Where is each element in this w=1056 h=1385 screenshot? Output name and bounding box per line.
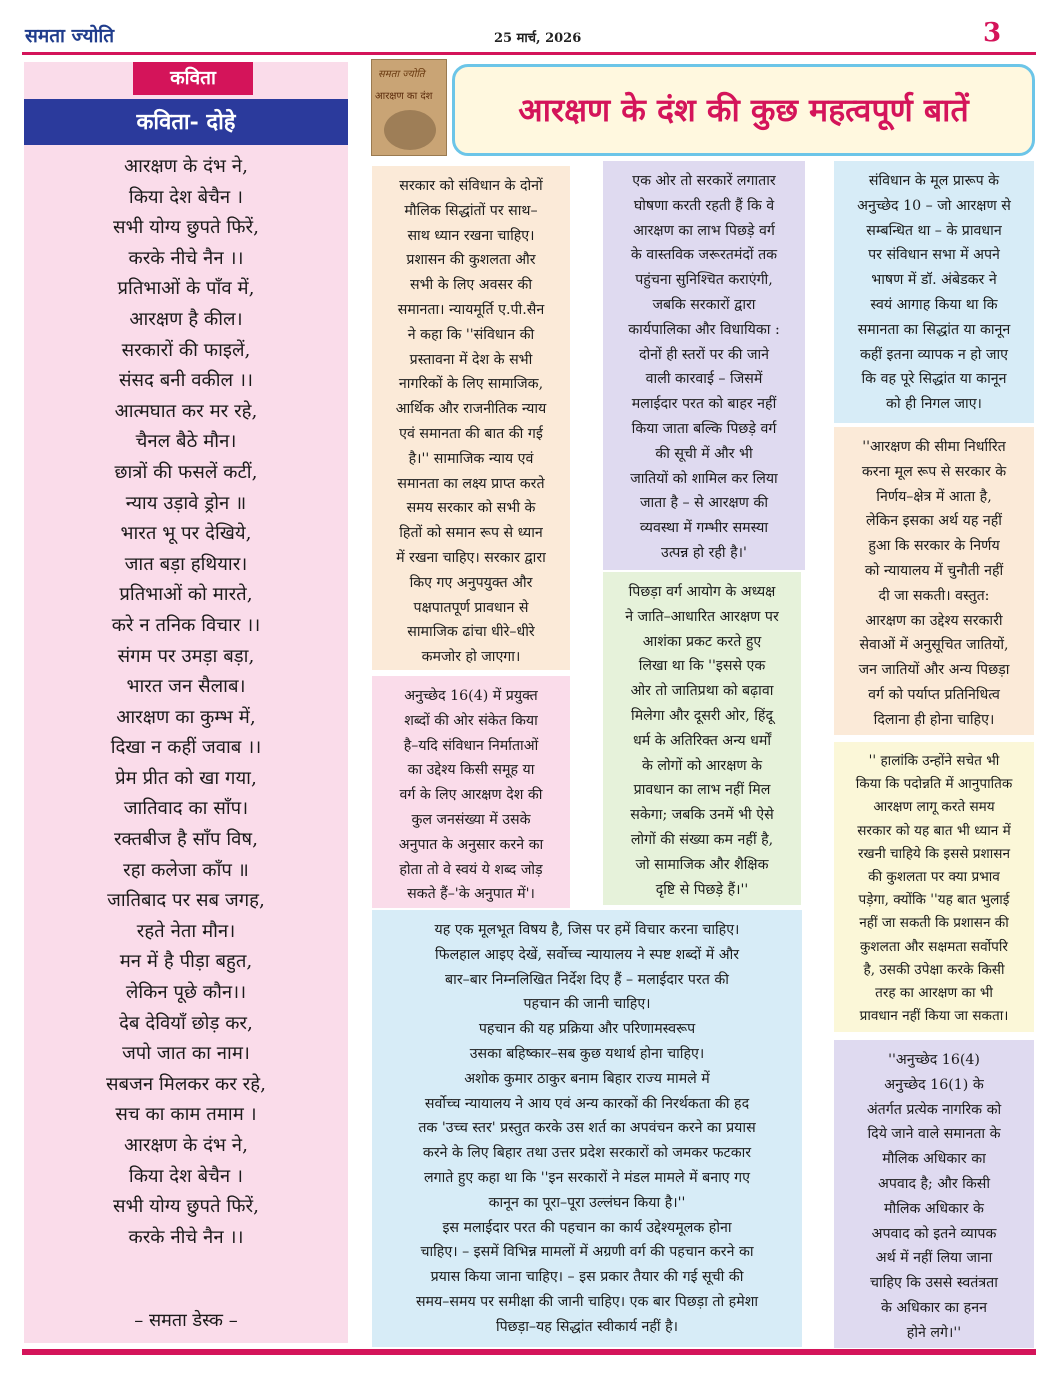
text-line: आरक्षण का उद्देश्य सरकारी bbox=[865, 612, 1003, 629]
text-line: आरक्षण के दंभ ने, bbox=[124, 156, 248, 177]
thumbnail-caption-1: समता ज्योति bbox=[378, 69, 425, 80]
text-line: जात बड़ा हथियार। bbox=[124, 553, 248, 575]
header-divider bbox=[22, 52, 1036, 55]
text-line: आरक्षण है कील। bbox=[129, 308, 243, 330]
text-line: ''अनुच्छेद 16(4) bbox=[888, 1052, 980, 1068]
text-line: अपवाद है; और किसी bbox=[878, 1175, 990, 1192]
text-line: को न्यायालय में चुनौती नहीं bbox=[864, 562, 1004, 579]
text-line: है।'' सामाजिक न्याय एवं bbox=[408, 450, 534, 467]
text-line: मलाईदार परत को बाहर नहीं bbox=[631, 396, 777, 413]
text-line: पहुंचना सुनिश्चित कराएंगी, bbox=[635, 272, 773, 289]
text-line: प्रावधान का लाभ नहीं मिल bbox=[633, 782, 771, 799]
text-line: कि वह पूरे सिद्धांत या कानून bbox=[861, 371, 1007, 388]
text-line: लोगों की संख्या कम नहीं है, bbox=[630, 831, 774, 848]
text-line: नागरिकों के लिए सामाजिक, bbox=[398, 376, 544, 393]
article-box-backward-class-commission bbox=[603, 572, 801, 905]
text-line: संविधान के मूल प्रारूप के bbox=[868, 173, 1000, 189]
text-line: प्रतिभाओं को मारते, bbox=[119, 584, 253, 606]
text-line: पिछड़ा–यह सिद्धांत स्वीकार्य नहीं है। bbox=[495, 1318, 679, 1335]
text-line: सर्वोच्च न्यायालय ने आय एवं अन्य कारकों की निरर्थकता की हद bbox=[424, 1095, 750, 1112]
text-line: की सूची में और भी bbox=[655, 445, 753, 462]
text-line: सकते हैं–'के अनुपात में'। bbox=[407, 886, 535, 903]
text-line: आरक्षण लागू करते समय bbox=[873, 799, 995, 816]
poem-signature: – समता डेस्क – bbox=[134, 1310, 238, 1331]
text-line: हितों को समान रूप से ध्यान bbox=[399, 525, 543, 542]
text-line: रखनी चाहिये कि इससे प्रशासन bbox=[857, 845, 1011, 862]
text-line: सकेगा; जबकि उनमें भी ऐसे bbox=[630, 807, 774, 824]
text-line: कुल जनसंख्या में उसके bbox=[411, 811, 531, 828]
text-line: है–यदि संविधान निर्माताओं bbox=[403, 737, 539, 754]
text-line: एक ओर तो सरकारें लगातार bbox=[632, 173, 776, 189]
text-line: चाहिए कि उससे स्वतंत्रता bbox=[870, 1275, 998, 1292]
text-line: करके नीचे नैन ।। bbox=[128, 247, 244, 269]
text-line: तक 'उच्च स्तर' प्रस्तुत करके उस शर्त का अपवंचन करने का प्रयास bbox=[418, 1120, 756, 1137]
text-line: को ही निगल जाए। bbox=[886, 396, 982, 413]
text-line: नहीं जा सकती कि प्रशासन की bbox=[859, 915, 1009, 932]
text-line: रक्तबीज है साँप विष, bbox=[113, 829, 259, 851]
text-line: ने कहा कि ''संविधान की bbox=[407, 326, 535, 343]
text-line: दिये जाने वाले समानता के bbox=[867, 1126, 1001, 1143]
text-line: हुआ कि सरकार के निर्णय bbox=[868, 538, 1000, 555]
article-thumbnail-image bbox=[371, 59, 447, 156]
text-line: '' हालांकि उन्होंने सचेत भी bbox=[868, 753, 1000, 769]
text-line: बार–बार निम्नलिखित निर्देश दिए हैं – मलाईदार परत की bbox=[445, 971, 729, 988]
text-line: होने लगे।'' bbox=[906, 1324, 962, 1341]
section-tag: कविता bbox=[133, 62, 253, 95]
text-line: दृष्टि से पिछड़े हैं।'' bbox=[655, 881, 749, 898]
text-line: अंतर्गत प्रत्येक नागरिक को bbox=[866, 1101, 1002, 1118]
text-line: रहते नेता मौन। bbox=[136, 920, 236, 942]
text-line: जाता है – से आरक्षण की bbox=[639, 495, 769, 512]
text-line: कुशलता और सक्षमता सर्वोपरि bbox=[859, 938, 1008, 955]
text-line: ओर तो जातिप्रथा को बढ़ावा bbox=[630, 683, 774, 700]
text-line: शब्दों की ओर संकेत किया bbox=[404, 712, 538, 729]
text-line: पहचान की जानी चाहिए। bbox=[523, 996, 651, 1013]
text-line: समय–समय पर समीक्षा की जानी चाहिए। एक बार पिछड़ा तो हमेशा bbox=[415, 1293, 759, 1310]
text-line: की कुशलता पर क्या प्रभाव bbox=[868, 869, 1000, 886]
text-line: अर्थ में नहीं लिया जाना bbox=[875, 1250, 993, 1267]
text-line: निर्णय–क्षेत्र में आता है, bbox=[876, 488, 992, 505]
article-box-creamy-layer bbox=[372, 910, 802, 1347]
page-number: 3 bbox=[983, 18, 1002, 48]
text-line: पड़ेगा, क्योंकि ''यह बात भुलाई bbox=[858, 892, 1010, 909]
text-line: मौलिक अधिकार का bbox=[882, 1151, 986, 1168]
text-line: जातियों को शामिल कर लिया bbox=[630, 470, 778, 487]
text-line: अशोक कुमार ठाकुर बनाम बिहार राज्य मामले में bbox=[464, 1070, 710, 1087]
text-line: लेकिन पूछे कौन।। bbox=[125, 982, 247, 1004]
text-line: प्रेम प्रीत को खा गया, bbox=[115, 767, 257, 789]
text-line: आशंका प्रकट करते हुए bbox=[642, 633, 762, 650]
text-line: दिखा न कहीं जवाब ।। bbox=[110, 737, 262, 759]
text-line: उत्पन्न हो रही है।' bbox=[661, 544, 747, 561]
text-line: अनुपात के अनुसार करने का bbox=[398, 836, 544, 853]
text-line: समय सरकार को सभी के bbox=[406, 500, 536, 517]
text-line: ''आरक्षण की सीमा निर्धारित bbox=[862, 439, 1006, 455]
text-line: पिछड़ा वर्ग आयोग के अध्यक्ष bbox=[628, 584, 776, 600]
text-line: भारत भू पर देखिये, bbox=[120, 523, 252, 545]
text-line: किया देश बेचैन । bbox=[128, 1165, 244, 1187]
text-line: वाली कारवाई – जिसमें bbox=[645, 371, 763, 388]
text-line: पक्षपातपूर्ण प्रावधान से bbox=[413, 599, 529, 616]
text-line: प्रशासन की कुशलता और bbox=[406, 252, 536, 269]
text-line: कानून का पूरा–पूरा उल्लंघन किया है।'' bbox=[488, 1194, 686, 1211]
text-line: किए गए अनुपयुक्त और bbox=[409, 574, 533, 591]
text-line: किया जाता बल्कि पिछड़े वर्ग bbox=[631, 420, 777, 437]
thumbnail-figure bbox=[384, 110, 436, 150]
text-line: के लोगों को आरक्षण के bbox=[641, 757, 763, 774]
text-line: सम्बन्धित था – के प्रावधान bbox=[866, 222, 1002, 239]
text-line: व्यवस्था में गम्भीर समस्या bbox=[639, 520, 769, 537]
text-line: आत्मघात कर मर रहे, bbox=[114, 400, 258, 422]
article-box-government-promises bbox=[603, 161, 805, 570]
article-box-constitution-principles bbox=[372, 166, 570, 670]
text-line: चाहिए। – इसमें विभिन्न मामलों में अग्रणी वर्ग की पहचान करने का bbox=[420, 1244, 754, 1261]
text-line: लगाते हुए कहा था कि ''इन सरकारों ने मंडल मामले में बनाए गए bbox=[423, 1169, 750, 1186]
text-line: किया कि पदोन्नति में आनुपातिक bbox=[855, 776, 1013, 793]
text-line: सरकार को संविधान के दोनों bbox=[399, 178, 543, 194]
text-line: दी जा सकती। वस्तुत: bbox=[878, 587, 990, 604]
text-line: वर्ग के लिए आरक्षण देश की bbox=[399, 787, 543, 804]
text-line: भारत जन सैलाब। bbox=[126, 676, 246, 698]
text-line: स्वयं आगाह किया था कि bbox=[870, 296, 998, 313]
text-line: न्याय उड़ावे ड्रोन ॥ bbox=[125, 492, 247, 514]
text-line: सभी योग्य छुपते फिरें, bbox=[113, 1196, 259, 1218]
text-line: प्रावधान नहीं किया जा सकता। bbox=[859, 1008, 1009, 1025]
text-line: तरह का आरक्षण का भी bbox=[875, 985, 993, 1002]
text-line: समानता का सिद्धांत या कानून bbox=[857, 321, 1011, 338]
text-line: साथ ध्यान रखना चाहिए। bbox=[407, 227, 535, 244]
text-line: है, उसकी उपेक्षा करके किसी bbox=[863, 961, 1005, 978]
text-line: उसका बहिष्कार–सब कुछ यथार्थ होना चाहिए। bbox=[469, 1045, 705, 1062]
text-line: में रखना चाहिए। सरकार द्वारा bbox=[396, 549, 546, 566]
text-line: किया देश बेचैन । bbox=[128, 186, 244, 208]
text-line: चैनल बैठे मौन। bbox=[135, 431, 237, 453]
newspaper-name: समता ज्योति bbox=[25, 25, 115, 47]
article-box-equality-exception bbox=[834, 1040, 1034, 1348]
text-line: संसद बनी वकील ।। bbox=[119, 370, 253, 392]
text-line: समानता का लक्ष्य प्राप्त करते bbox=[397, 475, 545, 492]
text-line: कमजोर हो जाएगा। bbox=[421, 649, 521, 666]
text-line: करना मूल रूप से सरकार के bbox=[861, 463, 1007, 480]
text-line: यह एक मूलभूत विषय है, जिस पर हमें विचार करना चाहिए। bbox=[434, 922, 740, 938]
text-line: अपवाद को इतने व्यापक bbox=[871, 1225, 997, 1242]
text-line: आरक्षण का कुम्भ में, bbox=[116, 706, 256, 728]
article-headline: आरक्षण के दंश की कुछ महत्वपूर्ण बातें bbox=[518, 91, 969, 129]
text-line: लिखा था कि ''इससे एक bbox=[638, 658, 766, 675]
text-line: अनुच्छेद 16(4) में प्रयुक्त bbox=[404, 688, 538, 704]
text-line: प्रस्तावना में देश के सभी bbox=[409, 351, 533, 368]
text-line: आरक्षण के दंभ ने, bbox=[124, 1135, 248, 1156]
issue-date: 25 मार्च, 2026 bbox=[494, 31, 582, 46]
text-line: आर्थिक और राजनीतिक न्याय bbox=[395, 401, 547, 418]
text-line: जातिबाद पर सब जगह, bbox=[107, 890, 265, 912]
article-box-article-16-4 bbox=[372, 676, 570, 908]
text-line: दिलाना ही होना चाहिए। bbox=[873, 711, 995, 728]
text-line: आरक्षण का लाभ पिछड़े वर्ग bbox=[633, 222, 775, 239]
text-line: सच का काम तमाम । bbox=[115, 1104, 257, 1126]
text-line: दोनों ही स्तरों पर की जाने bbox=[638, 346, 770, 363]
text-line: कार्यपालिका और विधायिका : bbox=[628, 321, 780, 338]
text-line: मिलेगा और दूसरी ओर, हिंदू bbox=[631, 707, 773, 724]
text-line: करके नीचे नैन ।। bbox=[128, 1226, 244, 1248]
text-line: जो सामाजिक और शैक्षिक bbox=[635, 856, 769, 873]
text-line: जातिवाद का साँप। bbox=[123, 798, 249, 820]
text-line: सरकारों की फाइलें, bbox=[121, 339, 251, 361]
text-line: छात्रों की फसलें कटीं, bbox=[114, 461, 258, 483]
text-line: जन जातियों और अन्य पिछड़ा bbox=[858, 662, 1010, 679]
text-line: प्रयास किया जाना चाहिए। – इस प्रकार तैयार की गई सूची की bbox=[430, 1269, 744, 1286]
text-line: मौलिक सिद्धांतों पर साथ– bbox=[404, 202, 538, 219]
text-line: सेवाओं में अनुसूचित जातियों, bbox=[859, 637, 1009, 654]
text-line: कहीं इतना व्यापक न हो जाए bbox=[859, 346, 1009, 363]
text-line: समानता। न्यायमूर्ति ए.पी.सैन bbox=[397, 301, 545, 318]
text-line: अनुच्छेद 16(1) के bbox=[884, 1076, 984, 1093]
poem-body bbox=[24, 152, 348, 1253]
text-line: सरकार को यह बात भी ध्यान में bbox=[857, 822, 1011, 839]
text-line: अनुच्छेद 10 – जो आरक्षण से bbox=[857, 197, 1011, 214]
text-line: मौलिक अधिकार के bbox=[884, 1200, 984, 1217]
text-line: एवं समानता की बात की गई bbox=[399, 425, 543, 442]
text-line: मन में है पीड़ा बहुत, bbox=[119, 951, 253, 973]
text-line: करने के लिए बिहार तथा उत्तर प्रदेश सरकारों को जमकर फटकार bbox=[422, 1145, 752, 1162]
text-line: देब देवियाँ छोड़ कर, bbox=[119, 1012, 253, 1034]
text-line: के अधिकार का हनन bbox=[881, 1299, 987, 1316]
text-line: रहा कलेजा काँप ॥ bbox=[123, 859, 249, 881]
poem-title: कविता- दोहे bbox=[24, 99, 348, 145]
text-line: प्रतिभाओं के पाँव में, bbox=[117, 278, 255, 300]
article-box-ambedkar-warning bbox=[834, 161, 1034, 423]
article-box-reservation-limit bbox=[834, 427, 1034, 735]
article-box-promotion-reservation bbox=[834, 742, 1034, 1032]
text-line: ने जाति–आधारित आरक्षण पर bbox=[625, 608, 779, 625]
text-line: लेकिन इसका अर्थ यह नहीं bbox=[866, 513, 1002, 530]
text-line: पर संविधान सभा में अपने bbox=[868, 247, 1000, 264]
text-line: करे न तनिक विचार ।। bbox=[111, 614, 261, 636]
text-line: सबजन मिलकर कर रहे, bbox=[106, 1073, 266, 1095]
text-line: वर्ग को पर्याप्त प्रतिनिधित्व bbox=[868, 686, 1000, 703]
text-line: संगम पर उमड़ा बड़ा, bbox=[117, 645, 255, 667]
text-line: जबकि सरकारों द्वारा bbox=[652, 296, 756, 313]
text-line: के वास्तविक जरूरतमंदों तक bbox=[630, 247, 778, 264]
footer-divider bbox=[22, 1349, 1036, 1355]
thumbnail-caption-2: आरक्षण का दंश bbox=[375, 91, 433, 102]
text-line: घोषणा करती रहती हैं कि वे bbox=[633, 197, 775, 214]
text-line: धर्म के अतिरिक्त अन्य धर्मों bbox=[632, 732, 772, 749]
text-line: होता तो वे स्वयं ये शब्द जोड़ bbox=[399, 861, 543, 878]
text-line: भाषण में डॉ. अंबेडकर ने bbox=[871, 272, 997, 289]
text-line: जपो जात का नाम। bbox=[122, 1043, 250, 1065]
text-line: का उद्देश्य किसी समूह या bbox=[407, 762, 535, 779]
text-line: इस मलाईदार परत की पहचान का कार्य उद्देश्यमूलक होना bbox=[442, 1219, 732, 1236]
text-line: सभी के लिए अवसर की bbox=[409, 277, 532, 294]
text-line: सभी योग्य छुपते फिरें, bbox=[113, 217, 259, 239]
text-line: पहचान की यह प्रक्रिया और परिणामस्वरूप bbox=[478, 1021, 696, 1038]
text-line: फिलहाल आइए देखें, सर्वोच्च न्यायालय ने स्पष्ट शब्दों में और bbox=[434, 946, 740, 963]
text-line: सामाजिक ढांचा धीरे–धीरे bbox=[407, 624, 535, 641]
